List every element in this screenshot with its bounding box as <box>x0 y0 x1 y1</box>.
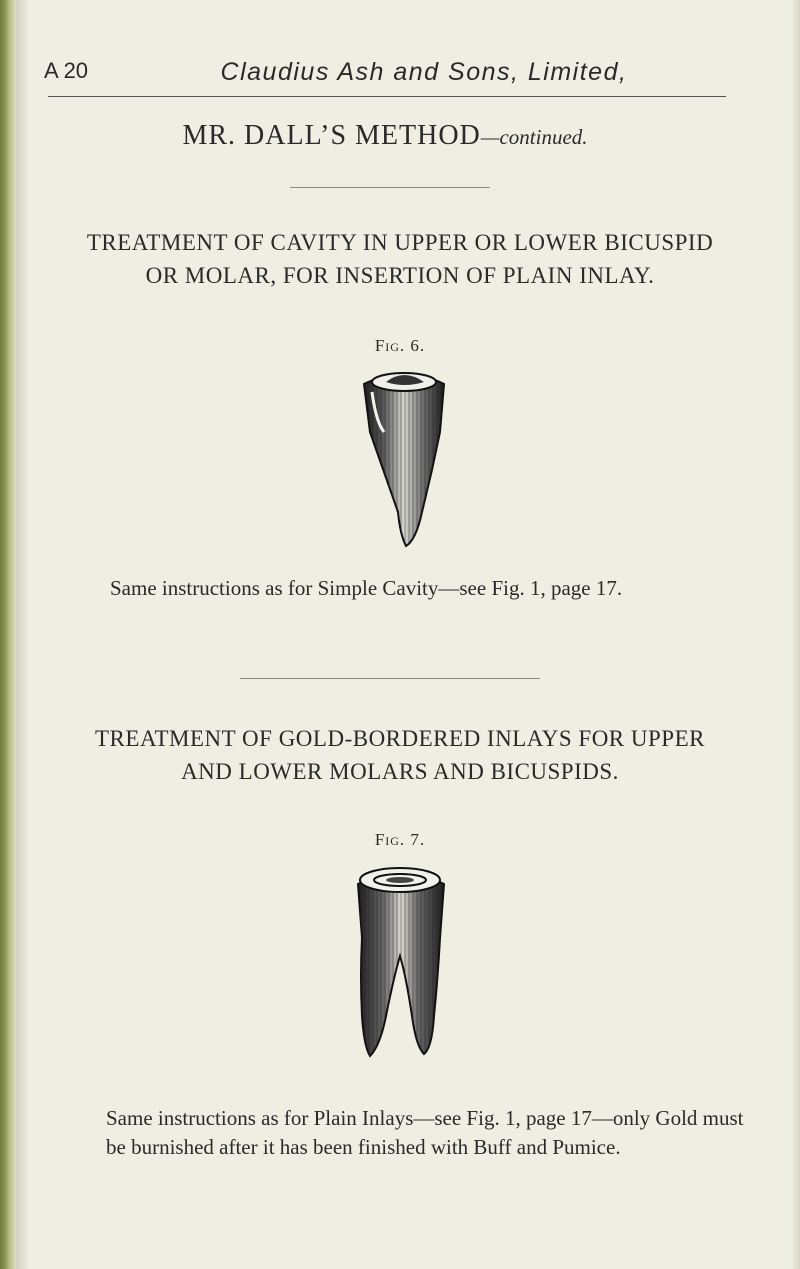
section-heading-cavity <box>20 226 780 292</box>
gutter-shadow <box>16 0 30 1269</box>
header-rule <box>48 96 726 97</box>
continued-label: —continued. <box>480 125 588 149</box>
divider-rule <box>290 187 490 188</box>
book-binding-edge <box>0 0 16 1269</box>
bicuspid-tooth-illustration <box>344 362 464 552</box>
section-heading-gold-bordered <box>20 722 780 788</box>
page-number: A 20 <box>44 58 89 83</box>
heading-line: TREATMENT OF GOLD-BORDERED INLAYS FOR UPPER <box>95 726 705 751</box>
method-title: MR. DALL’S METHOD <box>182 120 481 151</box>
instructions-line: Same instructions as for Plain Inlays—see Fig. 1, page 17—only Gold must <box>106 1106 744 1130</box>
page-edge <box>792 0 800 1269</box>
figure-label: Fig. 7. <box>374 830 426 849</box>
instructions-line: be burnished after it has been finished with Buff and Pumice. <box>106 1135 621 1159</box>
figure-label: Fig. 6. <box>374 336 426 355</box>
running-head <box>44 58 734 92</box>
page-title <box>0 120 770 152</box>
divider-rule <box>240 678 540 679</box>
instructions-text: Same instructions as for Simple Cavity—see Fig. 1, page 17. <box>110 576 623 600</box>
heading-line: TREATMENT OF CAVITY IN UPPER OR LOWER BICUSPID <box>86 230 714 255</box>
heading-line: OR MOLAR, FOR INSERTION OF PLAIN INLAY. <box>145 263 655 288</box>
publisher-name: Claudius Ash and Sons, Limited, <box>220 58 628 86</box>
heading-line: AND LOWER MOLARS AND BICUSPIDS. <box>181 759 619 784</box>
molar-tooth-illustration <box>340 856 460 1066</box>
instructions-text <box>106 1104 744 1162</box>
